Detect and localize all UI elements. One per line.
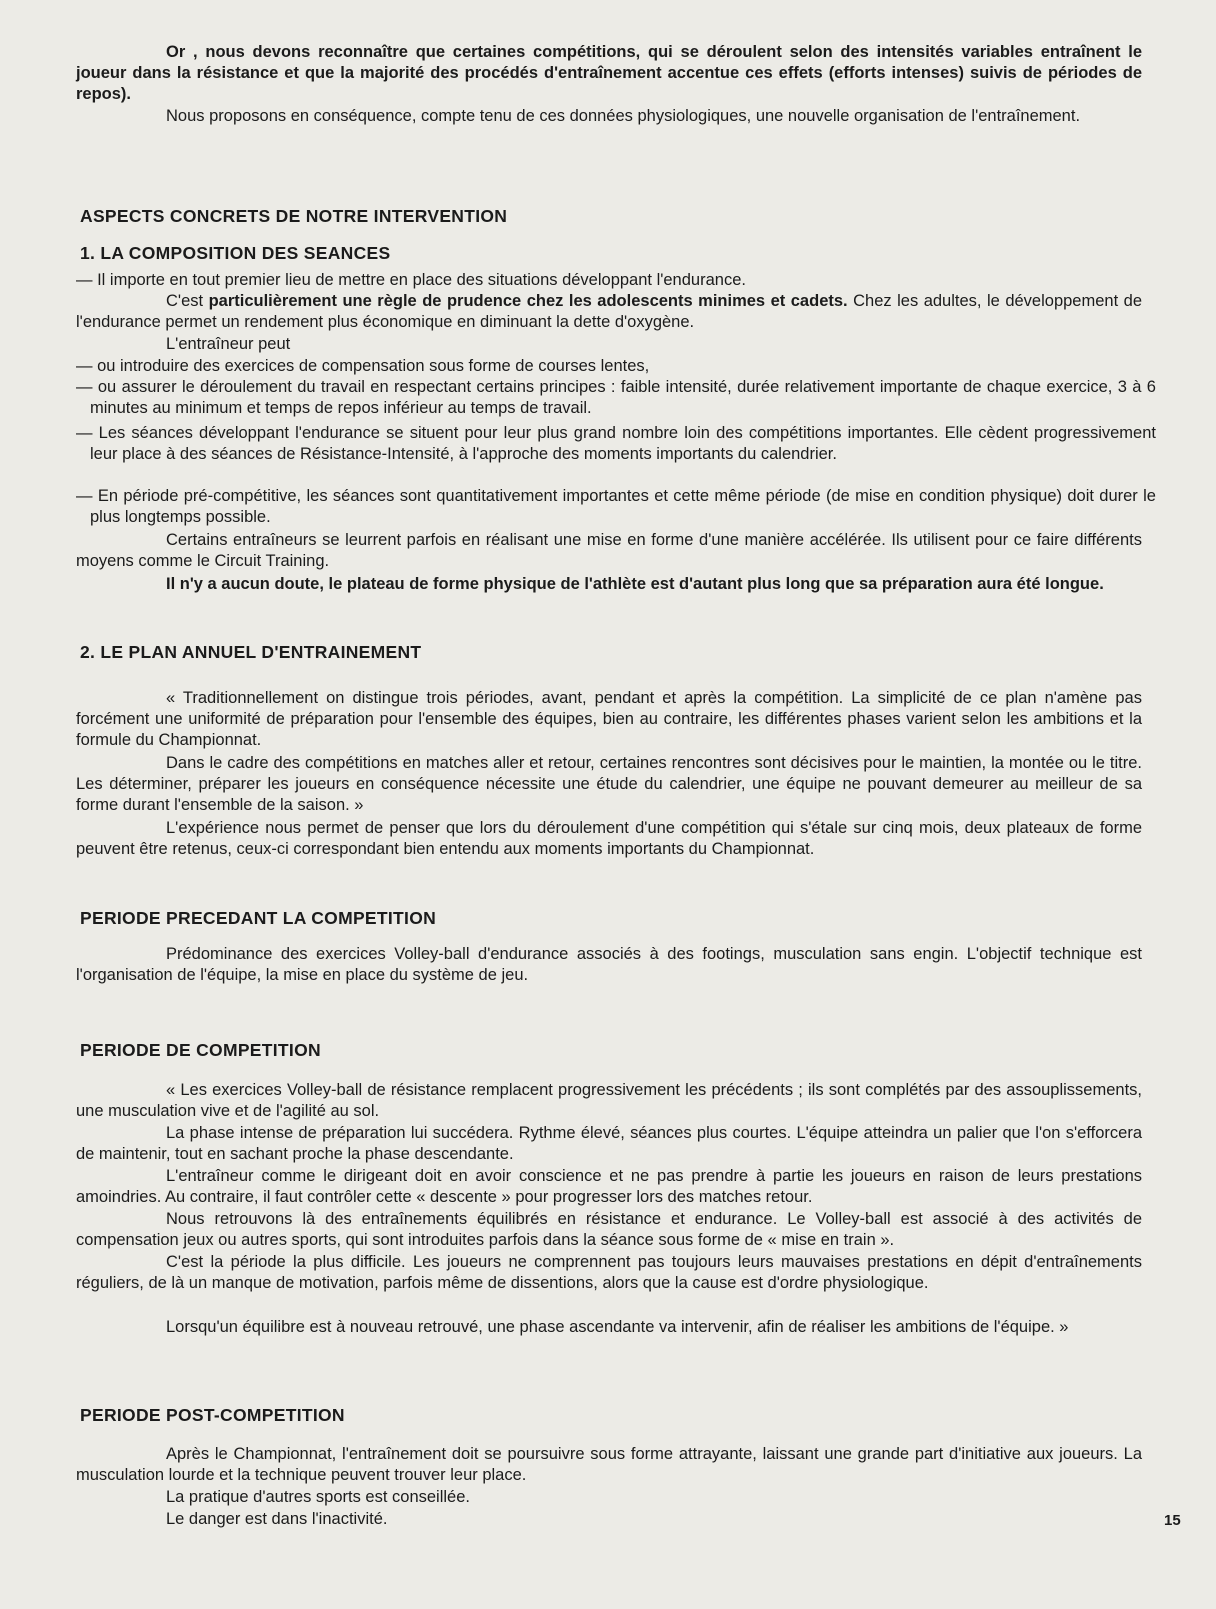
post-paragraph-2: La pratique d'autres sports est conseillée. (166, 1488, 470, 1506)
subheading-plan-annuel: 2. LE PLAN ANNUEL D'ENTRAINEMENT (80, 642, 422, 662)
competition-paragraph-2: La phase intense de préparation lui succédera. Rythme élevé, séances plus courtes. L'équipe atteindra un palier que l'on s'efforcera de maintenir, tout en sachant proche la phase descendante. (76, 1124, 1142, 1163)
plan-paragraph-1: « Traditionnellement on distingue trois périodes, avant, pendant et après la compétition. La simplicité de ce plan n'amène pas forcément une uniformité de préparation pour l'ensemble des équipes, bien au contraire, les différentes phases varient selon les ambitions et la formule du Championnat. (76, 689, 1142, 749)
plan-paragraph-2: Dans le cadre des compétitions en matches aller et retour, certaines rencontres sont décisives pour le maintien, la montée ou le titre. Les déterminer, préparer les joueurs en conséquence nécessite une étude du calendrier, une équipe ne pouvant demeurer au meilleur de sa forme durant l'ensemble de la saison. » (76, 754, 1142, 814)
prudence-rest: Chez les adultes, le développement de l'endurance permet un rendement plus économique en diminuant la dette d'oxygène. (76, 292, 1142, 331)
coach-line: L'entraîneur peut (166, 335, 291, 353)
page-number: 15 (1164, 1512, 1181, 1529)
plan-paragraph-3: L'expérience nous permet de penser que lors du déroulement d'une compétition qui s'étale sur cinq mois, deux plateaux de forme peuvent être retenus, ceux-ci correspondant bien entendu aux moments importants du Championnat. (76, 819, 1142, 858)
dash-item-endurance: — Il importe en tout premier lieu de mettre en place des situations développant l'endurance. (76, 271, 746, 289)
precedant-paragraph: Prédominance des exercices Volley-ball d'endurance associés à des footings, musculation sans engin. L'objectif technique est l'organisation de l'équipe, la mise en place du système de jeu. (76, 945, 1142, 984)
doute-paragraph: Il n'y a aucun doute, le plateau de forme physique de l'athlète est d'autant plus long que sa préparation aura été longue. (166, 575, 1104, 593)
prudence-paragraph (76, 291, 1142, 333)
post-paragraph-3: Le danger est dans l'inactivité. (166, 1510, 388, 1528)
competition-paragraph-6: Lorsqu'un équilibre est à nouveau retrouvé, une phase ascendante va intervenir, afin de réaliser les ambitions de l'équipe. » (166, 1318, 1069, 1336)
dash-item-compensation: — ou introduire des exercices de compensation sous forme de courses lentes, (76, 357, 650, 375)
prudence-start: C'est (166, 292, 209, 310)
dash-item-precompetitive: — En période pré-compétitive, les séances sont quantitativement importantes et cette même période (de mise en condition physique) doit durer le plus longtemps possible. (76, 487, 1156, 526)
competition-paragraph-5: C'est la période la plus difficile. Les joueurs ne comprennent pas toujours leurs mauvaises prestations en dépit d'entraînements réguliers, de là un manque de motivation, parfois même de dissentions, alors que la cause est d'ordre physiologique. (76, 1253, 1142, 1292)
competition-paragraph-4: Nous retrouvons là des entraînements équilibrés en résistance et endurance. Le Volley-ball est associé à des activités de compensation jeux ou autres sports, qui sont introduites parfois dans la séance sous forme de « mise en train ». (76, 1210, 1142, 1249)
competition-paragraph-3: L'entraîneur comme le dirigeant doit en avoir conscience et ne pas prendre à partie les joueurs en raison de leurs prestations amoindries. Au contraire, il faut contrôler cette « descente » pour progresser lors des matches retour. (76, 1167, 1142, 1206)
intro-paragraph-1: Or , nous devons reconnaître que certaines compétitions, qui se déroulent selon des intensités variables entraînent le joueur dans la résistance et que la majorité des procédés d'entraînement accentue ces effets (efforts intenses) suivis de périodes de repos). (76, 43, 1142, 103)
dash-item-seances: — Les séances développant l'endurance se situent pour leur plus grand nombre loin des compétitions importantes. Elle cèdent progressivement leur place à des séances de Résistance-Intensité, à l'approche des moments importants du calendrier. (76, 424, 1156, 463)
competition-paragraph-1: « Les exercices Volley-ball de résistance remplacent progressivement les précédents ; ils sont complétés par des assouplissements, une musculation vive et de l'agilité au sol. (76, 1081, 1142, 1120)
dash-item-deroulement: — ou assurer le déroulement du travail en respectant certains principes : faible intensité, durée relativement importante de chaque exercice, 3 à 6 minutes au minimum et temps de repos inférieur au temps de travail. (76, 378, 1156, 417)
section-heading-aspects: ASPECTS CONCRETS DE NOTRE INTERVENTION (80, 206, 508, 226)
subheading-composition: 1. LA COMPOSITION DES SEANCES (80, 243, 391, 263)
heading-periode-competition: PERIODE DE COMPETITION (80, 1040, 321, 1060)
heading-periode-precedant: PERIODE PRECEDANT LA COMPETITION (80, 908, 437, 928)
certains-paragraph: Certains entraîneurs se leurrent parfois en réalisant une mise en forme d'une manière accélérée. Ils utilisent pour ce faire différents moyens comme le Circuit Training. (76, 531, 1142, 570)
intro-paragraph-2: Nous proposons en conséquence, compte tenu de ces données physiologiques, une nouvelle organisation de l'entraînement. (166, 107, 1081, 125)
heading-periode-post: PERIODE POST-COMPETITION (80, 1405, 345, 1425)
post-paragraph-1: Après le Championnat, l'entraînement doit se poursuivre sous forme attrayante, laissant une grande part d'initiative aux joueurs. La musculation lourde et la technique peuvent trouver leur place. (76, 1445, 1142, 1484)
prudence-bold: particulièrement une règle de prudence chez les adolescents minimes et cadets. (208, 292, 848, 310)
